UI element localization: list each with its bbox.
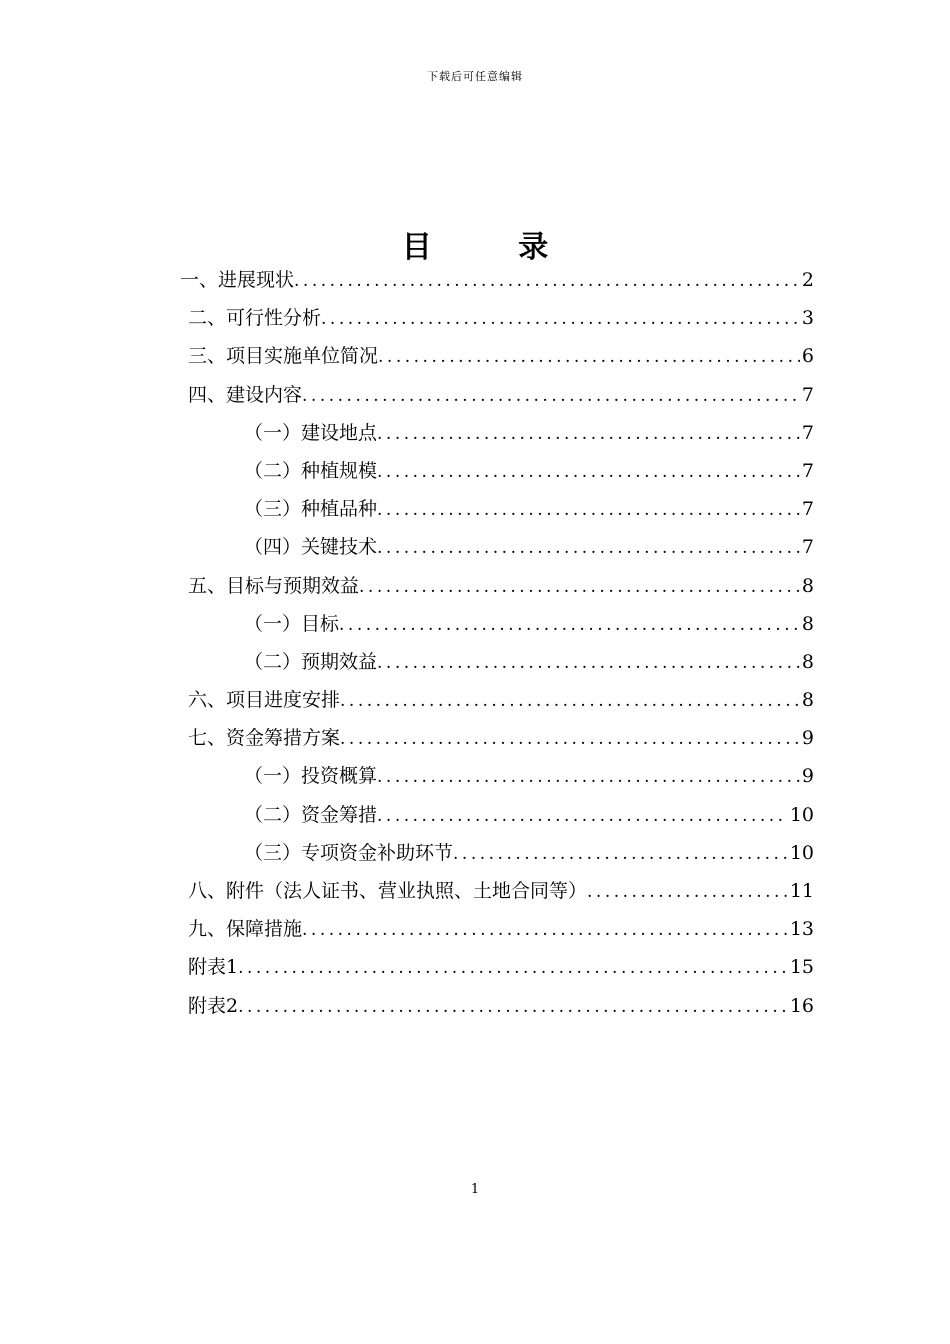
toc-leader-dots — [377, 491, 800, 529]
toc-entry-investment-estimate[interactable] — [188, 757, 814, 795]
toc-entry-label: 附表1 — [188, 956, 239, 979]
toc-entry-label: 二、可行性分析 — [188, 307, 322, 330]
toc-entry-implementing-unit[interactable] — [188, 337, 814, 375]
page-number: 1 — [470, 1182, 480, 1197]
toc-leader-dots — [377, 415, 800, 453]
toc-entry-subsidy-links[interactable] — [188, 834, 814, 872]
toc-leader-dots — [377, 758, 800, 796]
toc-leader-dots — [377, 529, 800, 567]
toc-entry-appendix-2[interactable] — [188, 987, 814, 1025]
toc-leader-dots — [340, 682, 800, 720]
toc-entry-key-technology[interactable] — [188, 528, 814, 566]
toc-leader-dots — [302, 377, 800, 415]
toc-entry-label: 八、附件（法人证书、营业执照、土地合同等） — [188, 880, 588, 902]
toc-entry-label: 五、目标与预期效益 — [188, 574, 360, 597]
toc-entry-label: 七、资金筹措方案 — [188, 727, 341, 750]
toc-entry-page: 8 — [801, 612, 814, 635]
toc-entry-page: 7 — [801, 536, 814, 559]
toc-entry-label: （四）关键技术 — [244, 536, 378, 559]
toc-leader-dots — [377, 797, 788, 835]
toc-entry-label: 一、进展现状 — [180, 269, 295, 291]
toc-entry-label: （三）种植品种 — [244, 498, 378, 521]
toc-entry-label: 九、保障措施 — [188, 918, 303, 941]
toc-leader-dots — [238, 988, 788, 1026]
toc-entry-page: 2 — [801, 269, 814, 291]
toc-leader-dots — [294, 262, 800, 300]
toc-entry-label: （二）预期效益 — [244, 650, 378, 673]
toc-leader-dots — [587, 873, 788, 911]
toc-entry-construction-content[interactable] — [188, 376, 814, 414]
toc-entry-label: （二）种植规模 — [244, 459, 378, 482]
toc-leader-dots — [377, 644, 800, 682]
toc-entry-page: 3 — [801, 307, 814, 330]
toc-entry-label: 四、建设内容 — [188, 383, 303, 406]
toc-entry-feasibility[interactable] — [188, 299, 814, 337]
toc-entry-progress-status[interactable] — [180, 261, 814, 299]
toc-entry-label: （一）建设地点 — [244, 421, 378, 444]
toc-entry-label: 六、项目进度安排 — [188, 689, 341, 712]
toc-entry-page: 6 — [801, 345, 814, 368]
toc-entry-page: 16 — [789, 994, 814, 1017]
toc-entry-label: 三、项目实施单位简况 — [188, 345, 379, 368]
toc-entry-page: 9 — [801, 727, 814, 750]
table-of-contents — [180, 261, 814, 1025]
toc-entry-page: 8 — [801, 650, 814, 673]
toc-entry-page: 13 — [789, 918, 814, 941]
toc-entry-label: （三）专项资金补助环节 — [244, 841, 454, 864]
toc-entry-attachments[interactable] — [188, 872, 814, 910]
toc-entry-label: 附表2 — [188, 994, 239, 1017]
toc-entry-page: 15 — [789, 956, 814, 979]
toc-entry-goals[interactable] — [188, 605, 814, 643]
toc-entry-schedule[interactable] — [188, 681, 814, 719]
header-note: 下载后可任意编辑 — [427, 70, 523, 83]
toc-entry-funding-plan[interactable] — [188, 719, 814, 757]
toc-entry-label: （一）目标 — [244, 612, 340, 635]
toc-entry-goals-benefits[interactable] — [188, 567, 814, 605]
toc-entry-page: 10 — [789, 803, 814, 826]
toc-leader-dots — [238, 949, 788, 987]
toc-entry-planting-varieties[interactable] — [188, 490, 814, 528]
toc-entry-fund-raising[interactable] — [188, 796, 814, 834]
toc-entry-construction-site[interactable] — [188, 414, 814, 452]
toc-leader-dots — [377, 453, 800, 491]
toc-leader-dots — [340, 720, 800, 758]
toc-entry-page: 8 — [801, 689, 814, 712]
toc-entry-page: 7 — [801, 383, 814, 406]
toc-entry-label: （二）资金筹措 — [244, 803, 378, 826]
toc-entry-safeguards[interactable] — [188, 910, 814, 948]
toc-entry-planting-scale[interactable] — [188, 452, 814, 490]
toc-leader-dots — [321, 300, 800, 338]
toc-entry-page: 7 — [801, 421, 814, 444]
toc-entry-page: 8 — [801, 574, 814, 597]
toc-entry-page: 7 — [801, 459, 814, 482]
toc-entry-page: 11 — [789, 880, 814, 902]
toc-entry-label: （一）投资概算 — [244, 765, 378, 788]
toc-leader-dots — [302, 911, 788, 949]
toc-entry-page: 9 — [801, 765, 814, 788]
toc-entry-page: 7 — [801, 498, 814, 521]
toc-entry-expected-benefits[interactable] — [188, 643, 814, 681]
toc-leader-dots — [378, 338, 800, 376]
toc-entry-page: 10 — [789, 841, 814, 864]
toc-title: 目 录 — [401, 230, 587, 265]
toc-entry-appendix-1[interactable] — [188, 948, 814, 986]
toc-leader-dots — [339, 606, 800, 644]
toc-leader-dots — [453, 835, 788, 873]
toc-leader-dots — [359, 568, 800, 606]
